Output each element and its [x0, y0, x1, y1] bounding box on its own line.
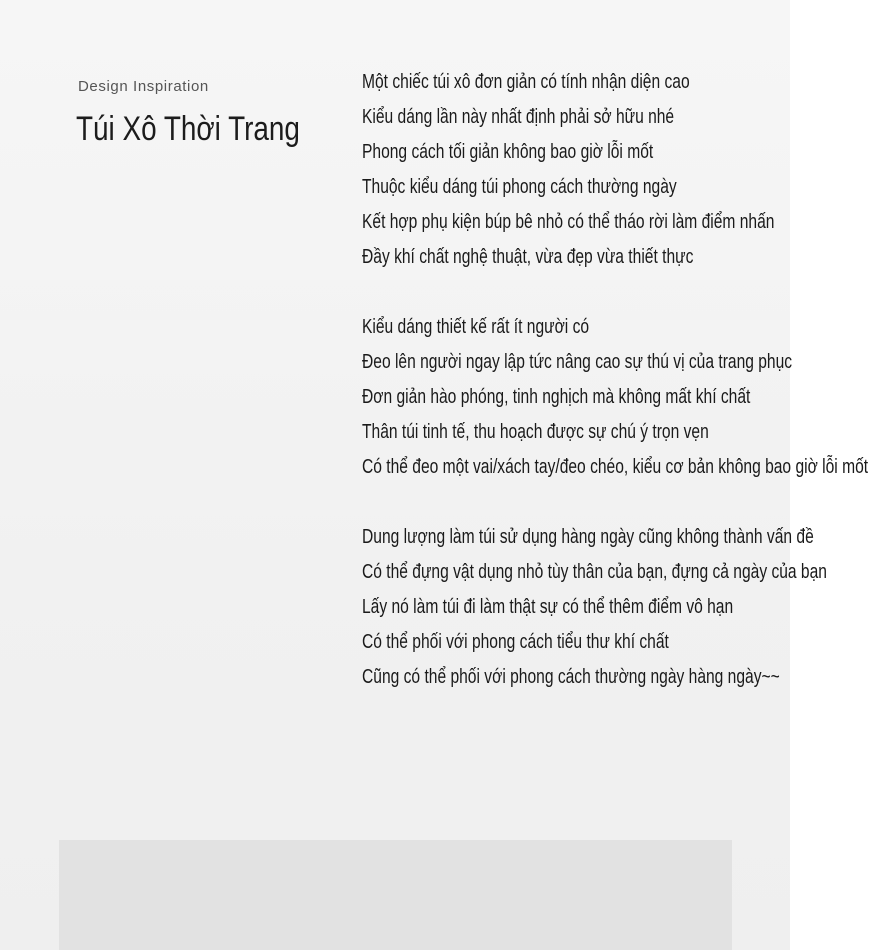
page-title: Túi Xô Thời Trang: [76, 110, 300, 148]
text-line: Thân túi tinh tế, thu hoạch được sự chú ý trọn vẹn: [362, 421, 709, 443]
paragraph-style: [362, 65, 882, 275]
text-line: Cũng có thể phối với phong cách thường ngày hàng ngày~~: [362, 666, 780, 688]
text-line: Đầy khí chất nghệ thuật, vừa đẹp vừa thiết thực: [362, 246, 694, 268]
text-line: Lấy nó làm túi đi làm thật sự có thể thêm điểm vô hạn: [362, 596, 734, 618]
text-line: Có thể đựng vật dụng nhỏ tùy thân của bạn, đựng cả ngày của bạn: [362, 561, 827, 583]
text-line: Dung lượng làm túi sử dụng hàng ngày cũng không thành vấn đề: [362, 526, 814, 548]
text-line: Có thể đeo một vai/xách tay/đeo chéo, kiểu cơ bản không bao giờ lỗi mốt: [362, 456, 869, 478]
paragraph-wearing: [362, 310, 882, 485]
text-line: Phong cách tối giản không bao giờ lỗi mốt: [362, 141, 654, 163]
text-line: Một chiếc túi xô đơn giản có tính nhận diện cao: [362, 71, 690, 93]
text-line: Thuộc kiểu dáng túi phong cách thường ngày: [362, 176, 677, 198]
section-eyebrow: Design Inspiration: [78, 78, 209, 95]
paragraph-capacity: [362, 520, 882, 695]
description-copy: [362, 65, 882, 695]
product-image-panel: [59, 840, 732, 950]
text-line: Kết hợp phụ kiện búp bê nhỏ có thể tháo rời làm điểm nhấn: [362, 211, 775, 233]
text-line: Kiểu dáng thiết kế rất ít người có: [362, 316, 590, 338]
text-line: Đeo lên người ngay lập tức nâng cao sự thú vị của trang phục: [362, 351, 793, 373]
text-line: Có thể phối với phong cách tiểu thư khí chất: [362, 631, 669, 653]
text-line: Đơn giản hào phóng, tinh nghịch mà không mất khí chất: [362, 386, 751, 408]
text-line: Kiểu dáng lần này nhất định phải sở hữu nhé: [362, 106, 675, 128]
